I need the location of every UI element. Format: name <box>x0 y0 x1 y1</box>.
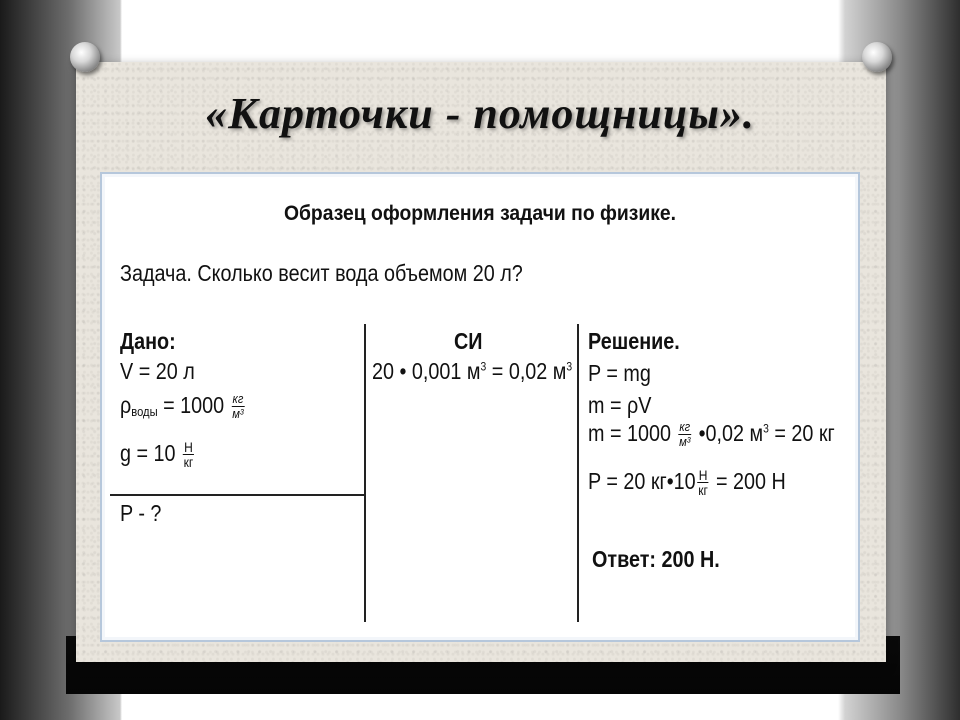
density-subscript: воды <box>131 404 158 419</box>
solution-line-1: P = mg <box>588 360 651 386</box>
si-header: СИ <box>454 328 483 354</box>
pushpin-icon <box>70 42 100 72</box>
given-gravity <box>120 440 196 469</box>
solution-line-4: P = 20 кг•10 $\frac{Н}{кг}$ = 200 Н <box>588 467 786 499</box>
gravity-unit: $\frac{Н}{кг}$ <box>698 467 708 499</box>
density-unit: $\frac{кг}{\text{м³}}$ <box>232 391 244 422</box>
column-divider <box>364 324 366 622</box>
gravity-unit: $\frac{Н}{кг}$ <box>183 439 194 471</box>
gravity-value: g = 10 <box>120 440 182 466</box>
given-volume: V = 20 л <box>120 358 195 384</box>
density-unit: $\frac{кг}{\text{м³}}$ <box>679 419 691 450</box>
card-heading: Образец оформления задачи по физике. <box>283 202 677 225</box>
given-header: Дано: <box>120 328 176 354</box>
given-density <box>120 392 246 421</box>
given-find: P - ? <box>120 500 162 526</box>
task-card <box>100 172 860 642</box>
density-value: = 1000 <box>157 392 230 418</box>
task-statement: Задача. Сколько весит вода объемом 20 л? <box>120 260 523 286</box>
solution-line-2: m = ρV <box>588 392 652 418</box>
solution-answer: Ответ: 200 Н. <box>592 546 720 572</box>
given-divider <box>110 494 364 496</box>
density-symbol: ρ <box>120 392 132 418</box>
pushpin-icon <box>862 42 892 72</box>
si-conversion: 20 • 0,001 $м^3 = 0,02$ $м^3$ <box>372 358 573 384</box>
slide-title: «Карточки - помощницы». <box>205 89 755 138</box>
solution-line-3: m = 1000 $\frac{кг}{\text{м³}}$ •0,02 $м^3 = 20$ кг <box>588 419 835 450</box>
solution-header: Решение. <box>588 328 680 354</box>
column-divider <box>577 324 579 622</box>
